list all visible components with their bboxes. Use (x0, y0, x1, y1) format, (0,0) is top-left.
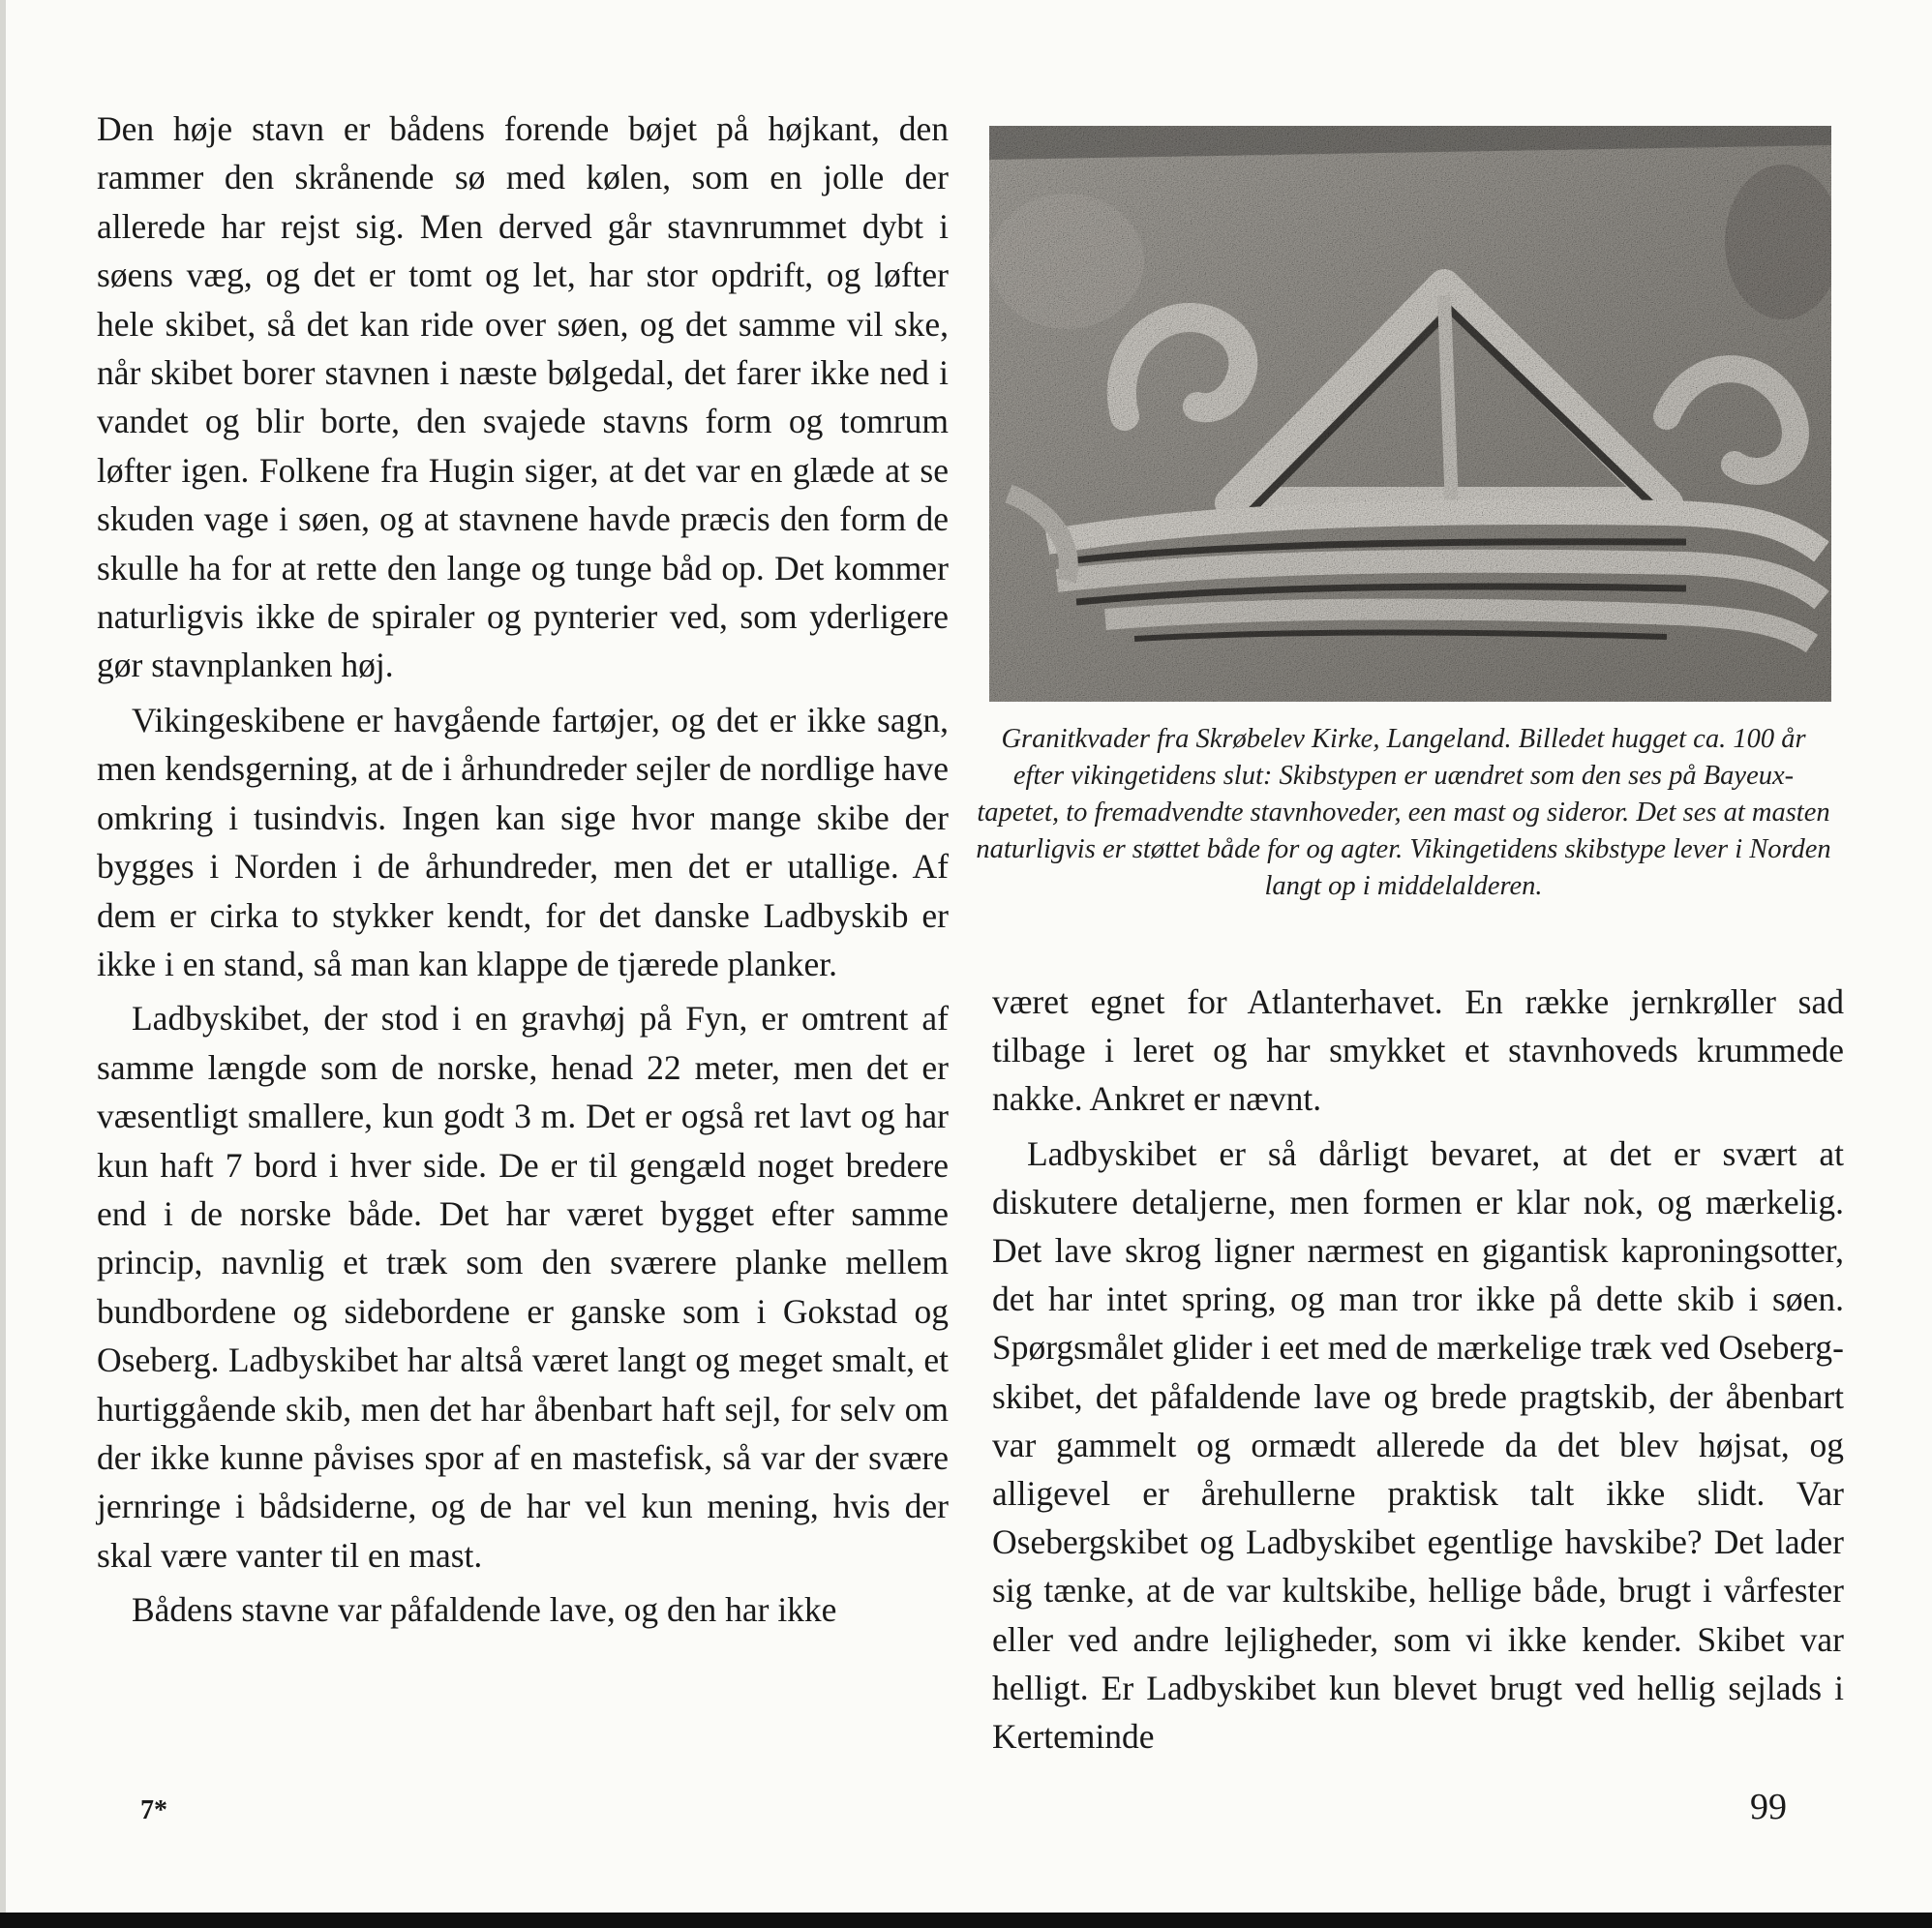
figure-caption: Granitkvader fra Skrøbelev Kirke, Langeland. Billedet hugget ca. 100 år efter vikingetidens slut: Skibstypen er uændret som den ses på Bayeux-tapetet, to fremadvendte stavnhoveder, een mast og sideror. Det ses at masten naturligvis er støttet både for og agter. Vikingetidens skibstype lever i Norden langt op i middelalderen. (976, 724, 1831, 901)
right-text-column (992, 978, 1844, 1761)
signature-mark: 7* (140, 1795, 167, 1825)
paragraph: Ladbyskibet, der stod i en gravhøj på Fyn, er omtrent af samme længde som de norske, henad 22 meter, men det er væsentligt smallere, kun godt 3 m. Det er også ret lavt og har kun haft 7 bord i hver side. De er til gengæld noget bredere end i de norske både. Det har været bygget efter samme princip, navnlig et træk som den sværere planke mellem bundbordene og sidebordene er ganske som i Gokstad og Oseberg. Ladbyskibet har altså været langt og meget smalt, et hurtiggående skib, men det har åbenbart haft sejl, for selv om der ikke kunne påvises spor af en mastefisk, så var der svære jernringe i bådsiderne, og de har vel kun mening, hvis der skal være vanter til en mast. (97, 999, 949, 1575)
page-number: 99 (1750, 1787, 1787, 1827)
paragraph: Ladbyskibet er så dårligt bevaret, at det er svært at diskutere detaljerne, men formen er klar nok, og mærkelig. Det lave skrog ligner nærmest en gigantisk kaproningsotter, det har intet spring, og man tror ikke på dette skib i søen. Spørgsmålet glider i eet med de mærkelige træk ved Oseberg-skibet, det påfaldende lave og brede pragtskib, der åbenbart var gammelt og ormædt allerede da det blev højsat, og alligevel er årehullerne praktisk talt ikke slidt. Var Osebergskibet og Ladbyskibet egentlige havskibe? Det lader sig tænke, at de var kultskibe, hellige både, brugt i vårfester eller ved andre lejligheder, som vi ikke kender. Skibet var helligt. Er Ladbyskibet kun blevet brugt ved hellig sejlads i Kerteminde (992, 1133, 1844, 1757)
scan-bottom-edge (0, 1913, 1932, 1928)
left-text-column (97, 105, 949, 1635)
granite-ship-relief-photo (989, 126, 1831, 702)
paragraph: Den høje stavn er bådens forende bøjet på højkant, den rammer den skrånende sø med kølen, som en jolle der allerede har rejst sig. Men derved går stavnrummet dybt i søens væg, og det er tomt og let, har stor opdrift, og løfter hele skibet, så det kan ride over søen, og det samme vil ske, når skibet borer stavnen i næste bølgedal, det farer ikke ned i vandet og blir borte, den svajede stavns form og tomrum løfter igen. Folkene fra Hugin siger, at det var en glæde at se skuden vage i søen, og at stavnene havde præcis den form de skulle ha for at rette den lange og tunge båd op. Det kommer naturligvis ikke de spiraler og pynterier ved, som yderligere gør stavnplanken høj. (97, 109, 949, 685)
paragraph: Bådens stavne var påfaldende lave, og den har ikke (132, 1590, 837, 1630)
paragraph: været egnet for Atlanterhavet. En række jernkrøller sad tilbage i leret og har smykket et stavnhoveds krummede nakke. Ankret er nævnt. (992, 982, 1844, 1119)
paragraph: Vikingeskibene er havgående fartøjer, og det er ikke sagn, men kendsgerning, at de i århundreder sejler de nordlige have omkring i tusindvis. Ingen kan sige hvor mange skibe der bygges i Norden i de århundreder, men det er utallige. Af dem er cirka to stykker kendt, for det danske Ladbyskib er ikke i en stand, så man kan klappe de tjærede planker. (97, 700, 949, 983)
page-edge-shadow (0, 0, 6, 1928)
